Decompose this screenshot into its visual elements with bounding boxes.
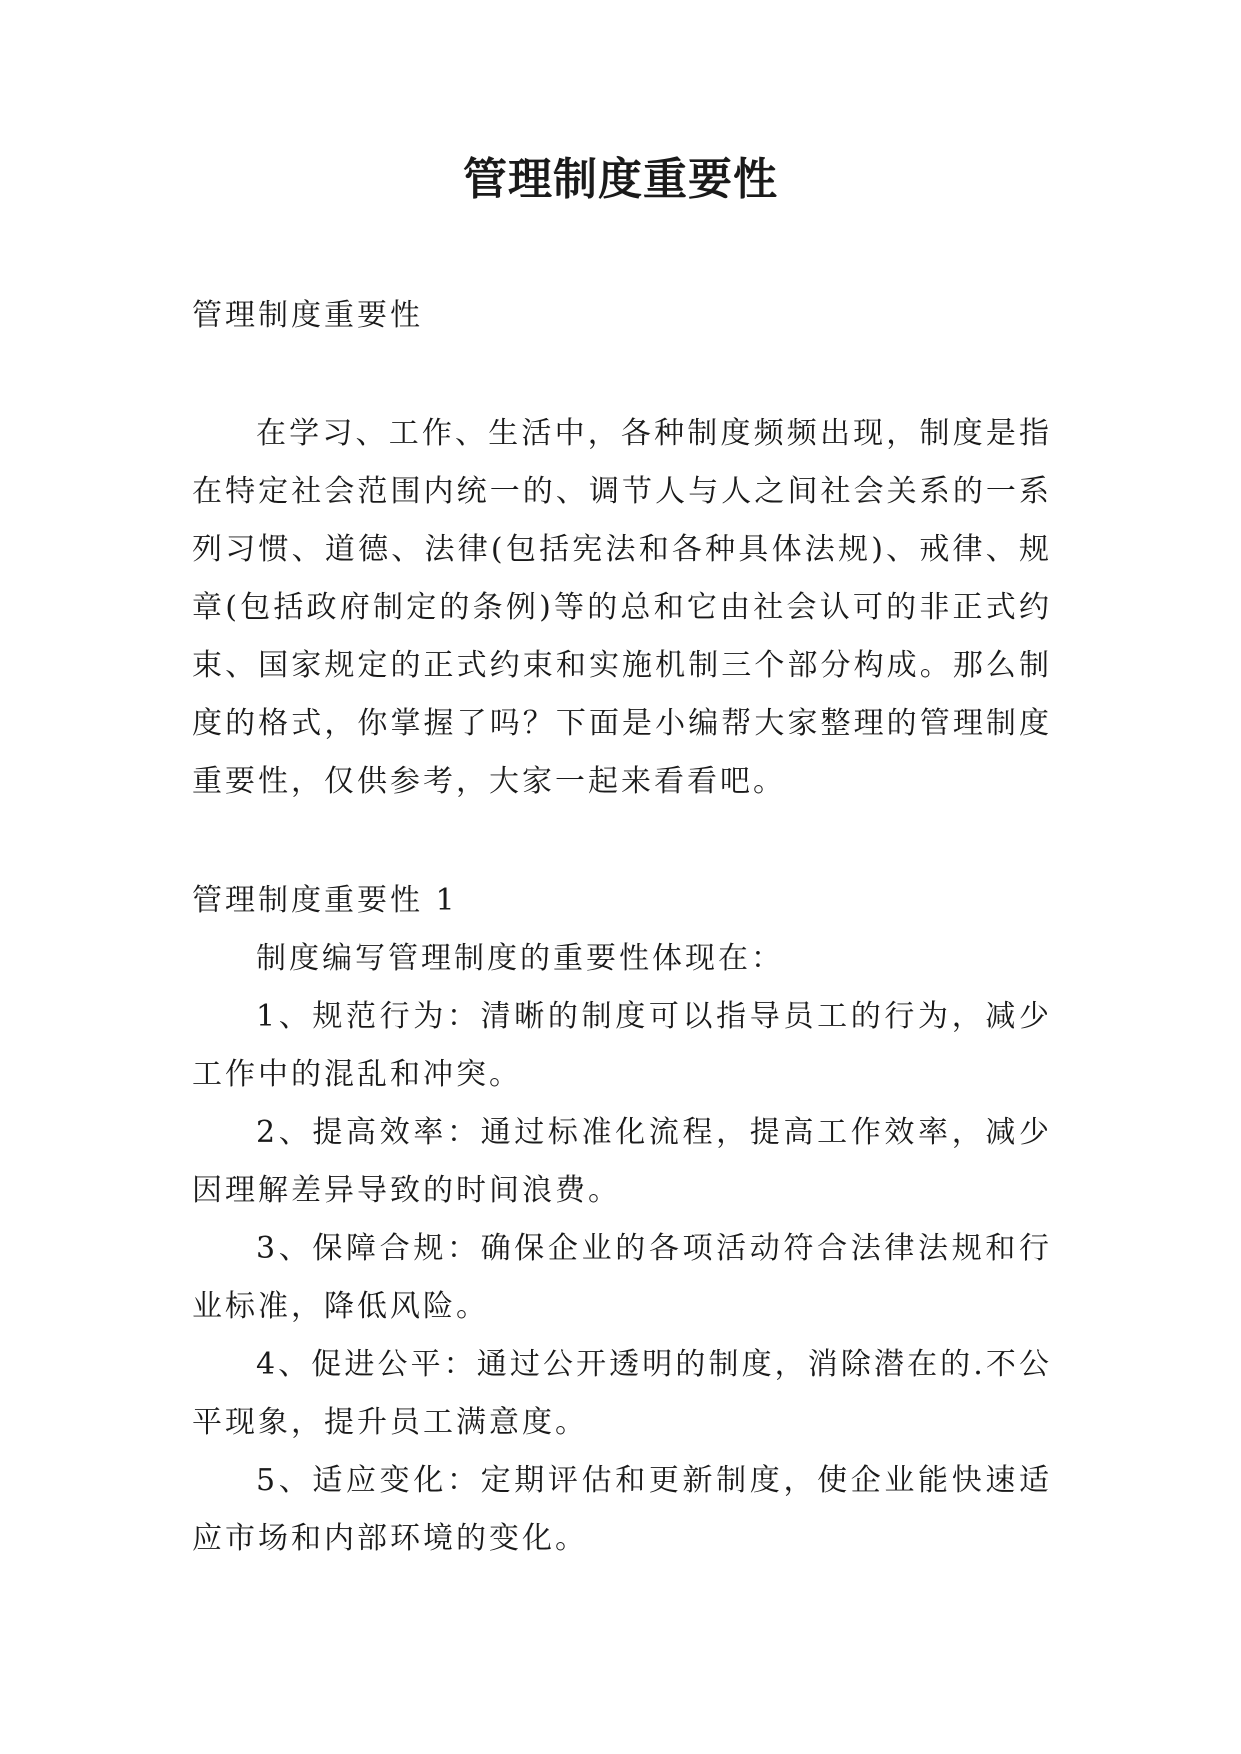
list-item: 5、适应变化：定期评估和更新制度，使企业能快速适应市场和内部环境的变化。 [192, 1463, 1052, 1556]
list-item: 3、保障合规：确保企业的各项活动符合法律法规和行业标准，降低风险。 [192, 1231, 1052, 1324]
document-subtitle: 管理制度重要性 [192, 298, 423, 333]
list-item: 2、提高效率：通过标准化流程，提高工作效率，减少因理解差异导致的时间浪费。 [192, 1115, 1052, 1208]
section-heading: 管理制度重要性 1 [192, 883, 458, 918]
section-body [192, 930, 1052, 1568]
intro-paragraph: 在学习、工作、生活中，各种制度频频出现，制度是指在特定社会范围内统一的、调节人与人之间社会关系的一系列习惯、道德、法律(包括宪法和各种具体法规)、戒律、规章(包括政府制定的条例)等的总和它由社会认可的非正式约束、国家规定的正式约束和实施机制三个部分构成。那么制度的格式，你掌握了吗？下面是小编帮大家整理的管理制度重要性，仅供参考，大家一起来看看吧。 [192, 416, 1052, 799]
body-paragraph: 制度编写管理制度的重要性体现在： [256, 941, 784, 976]
document-title: 管理制度重要性 [463, 154, 778, 205]
list-item: 1、规范行为：清晰的制度可以指导员工的行为，减少工作中的混乱和冲突。 [192, 999, 1052, 1092]
list-item: 4、促进公平：通过公开透明的制度，消除潜在的.不公平现象，提升员工满意度。 [192, 1347, 1052, 1440]
